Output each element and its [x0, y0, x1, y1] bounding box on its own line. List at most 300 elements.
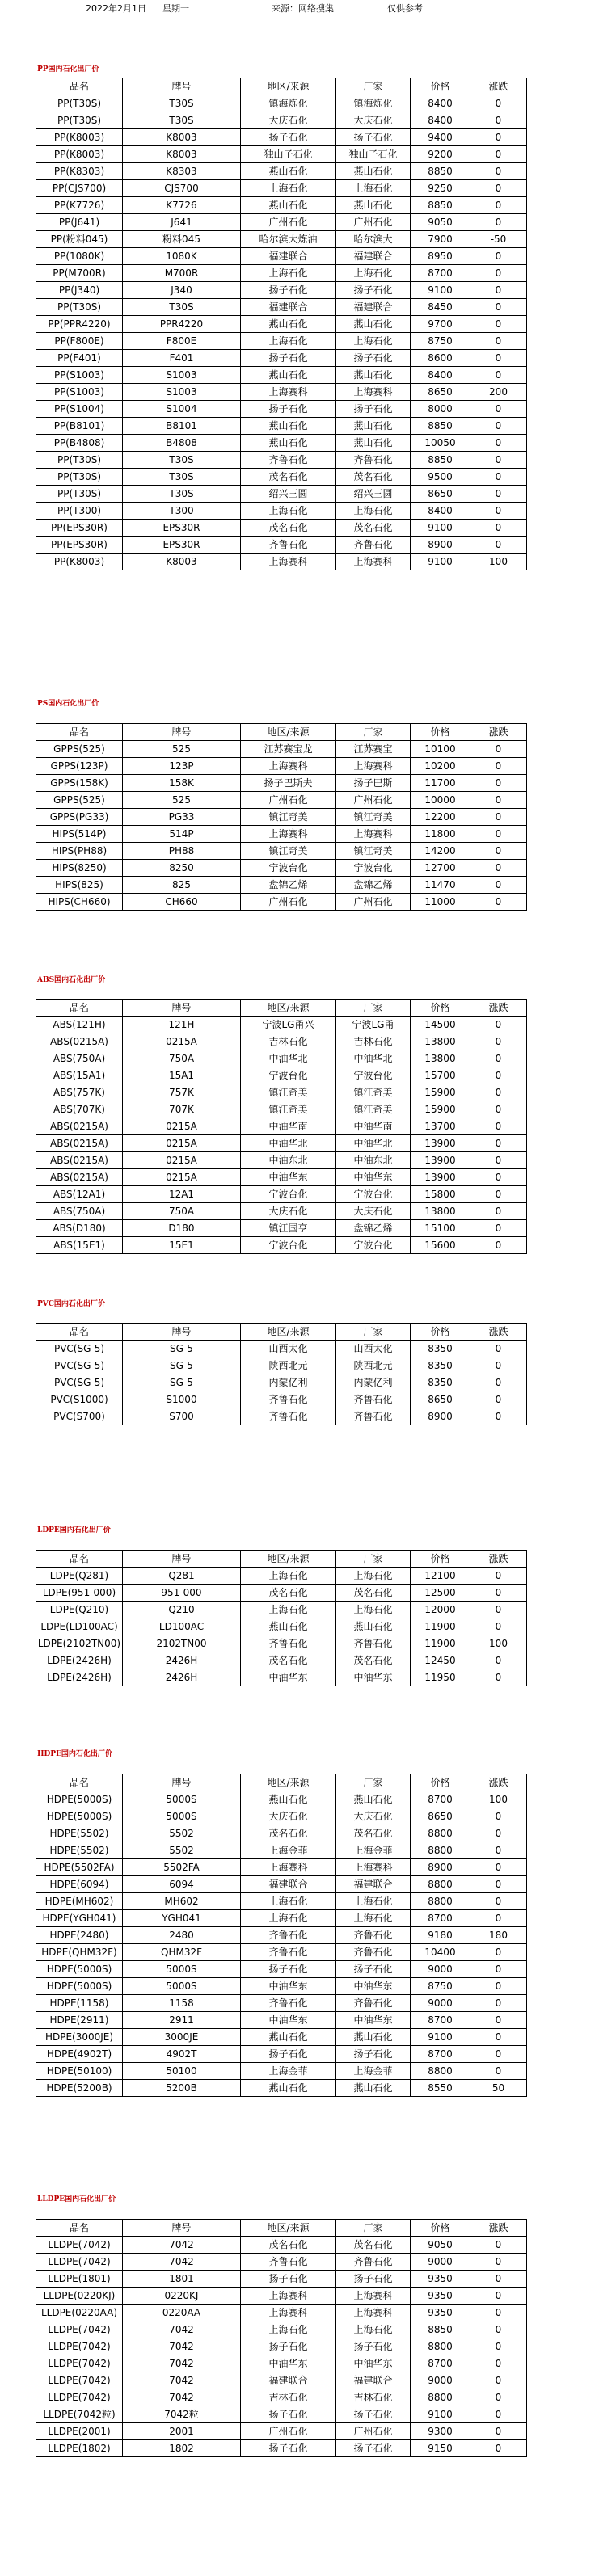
change-cell: 0 — [470, 2288, 527, 2305]
table-row — [36, 1808, 527, 1825]
manufacturer-cell: 茂名石化 — [336, 469, 411, 486]
product-name-cell: PP(S1004) — [36, 401, 123, 418]
manufacturer-cell: 上海赛科 — [336, 2288, 411, 2305]
product-name-cell: PVC(SG-5) — [36, 1357, 123, 1374]
change-cell: 0 — [470, 1169, 527, 1186]
price-cell: 8650 — [411, 1808, 470, 1825]
region-source-cell: 镇江奇美 — [241, 1084, 336, 1101]
table-row — [36, 1652, 527, 1669]
product-name-cell: HDPE(2480) — [36, 1927, 123, 1944]
product-name-cell: PP(K7726) — [36, 197, 123, 214]
column-header-product-name: 品名 — [36, 1324, 123, 1341]
manufacturer-cell: 燕山石化 — [336, 1618, 411, 1635]
product-name-cell: ABS(15E1) — [36, 1237, 123, 1254]
price-cell: 9000 — [411, 1995, 470, 2012]
column-header-price: 价格 — [411, 2220, 470, 2237]
manufacturer-cell: 扬子石化 — [336, 2406, 411, 2423]
manufacturer-cell: 茂名石化 — [336, 1585, 411, 1602]
manufacturer-cell: 齐鲁石化 — [336, 1391, 411, 1408]
product-name-cell: PP(T30S) — [36, 95, 123, 112]
price-cell: 8750 — [411, 333, 470, 350]
product-name-cell: PP(K8003) — [36, 129, 123, 146]
grade-cell: 5000S — [123, 1961, 241, 1978]
product-name-cell: HDPE(QHM32F) — [36, 1944, 123, 1961]
product-name-cell: HDPE(5502FA) — [36, 1859, 123, 1876]
change-cell: 0 — [470, 163, 527, 180]
price-cell: 8850 — [411, 197, 470, 214]
source-note: 来源：网络搜集 — [272, 3, 334, 14]
region-source-cell: 宁波台化 — [241, 860, 336, 877]
table-row — [36, 1618, 527, 1635]
price-cell: 9000 — [411, 2372, 470, 2389]
manufacturer-cell: 宁波台化 — [336, 1186, 411, 1203]
region-source-cell: 上海赛科 — [241, 758, 336, 775]
price-cell: 8400 — [411, 503, 470, 520]
region-source-cell: 镇江国亨 — [241, 1220, 336, 1237]
change-cell: 0 — [470, 2389, 527, 2406]
change-cell: 0 — [470, 877, 527, 894]
grade-cell: LD100AC — [123, 1618, 241, 1635]
grade-cell: 7042 — [123, 2237, 241, 2254]
change-cell: 0 — [470, 1017, 527, 1033]
table-row — [36, 1084, 527, 1101]
grade-cell: 5000S — [123, 1808, 241, 1825]
table-row — [36, 1961, 527, 1978]
manufacturer-cell: 大庆石化 — [336, 1808, 411, 1825]
price-cell: 8800 — [411, 1825, 470, 1842]
region-source-cell: 上海金菲 — [241, 1842, 336, 1859]
grade-cell: 750A — [123, 1050, 241, 1067]
region-source-cell: 中油华东 — [241, 2012, 336, 2029]
table-row — [36, 894, 527, 911]
table-row — [36, 265, 527, 282]
price-cell: 15900 — [411, 1084, 470, 1101]
manufacturer-cell: 燕山石化 — [336, 197, 411, 214]
grade-cell: SG-5 — [123, 1341, 241, 1357]
manufacturer-cell: 福建联合 — [336, 1876, 411, 1893]
abs-price-table — [36, 999, 527, 1254]
table-row — [36, 1067, 527, 1084]
grade-cell: 5200B — [123, 2080, 241, 2097]
price-cell: 11900 — [411, 1635, 470, 1652]
table-row — [36, 384, 527, 401]
column-header-region-source: 地区/来源 — [241, 78, 336, 95]
grade-cell: B4808 — [123, 435, 241, 452]
price-cell: 8800 — [411, 2338, 470, 2355]
change-cell: 50 — [470, 2080, 527, 2097]
price-cell: 13800 — [411, 1050, 470, 1067]
region-source-cell: 上海石化 — [241, 333, 336, 350]
grade-cell: 2426H — [123, 1669, 241, 1686]
region-source-cell: 燕山石化 — [241, 163, 336, 180]
region-source-cell: 中油东北 — [241, 1152, 336, 1169]
table-row — [36, 537, 527, 554]
product-name-cell: ABS(D180) — [36, 1220, 123, 1237]
product-name-cell: LLDPE(2001) — [36, 2423, 123, 2440]
price-cell: 7900 — [411, 231, 470, 248]
table-row — [36, 1635, 527, 1652]
manufacturer-cell: 上海石化 — [336, 333, 411, 350]
grade-cell: EPS30R — [123, 537, 241, 554]
region-source-cell: 茂名石化 — [241, 1585, 336, 1602]
table-row — [36, 333, 527, 350]
region-source-cell: 福建联合 — [241, 299, 336, 316]
change-cell: 0 — [470, 2237, 527, 2254]
region-source-cell: 燕山石化 — [241, 316, 336, 333]
table-row — [36, 112, 527, 129]
grade-cell: 951-000 — [123, 1585, 241, 1602]
manufacturer-cell: 扬子石化 — [336, 401, 411, 418]
manufacturer-cell: 福建联合 — [336, 299, 411, 316]
grade-cell: 0215A — [123, 1118, 241, 1135]
grade-cell: CH660 — [123, 894, 241, 911]
table-row — [36, 435, 527, 452]
table-row — [36, 146, 527, 163]
column-header-region-source: 地区/来源 — [241, 1324, 336, 1341]
manufacturer-cell: 山西太化 — [336, 1341, 411, 1357]
price-cell: 9000 — [411, 2254, 470, 2271]
column-header-grade: 牌号 — [123, 2220, 241, 2237]
price-cell: 15800 — [411, 1186, 470, 1203]
column-header-region-source: 地区/来源 — [241, 1000, 336, 1017]
price-cell: 12100 — [411, 1568, 470, 1585]
grade-cell: 5000S — [123, 1978, 241, 1995]
price-cell: 8950 — [411, 248, 470, 265]
region-source-cell: 上海石化 — [241, 1910, 336, 1927]
price-cell: 8700 — [411, 2355, 470, 2372]
region-source-cell: 上海赛科 — [241, 554, 336, 570]
manufacturer-cell: 吉林石化 — [336, 1033, 411, 1050]
manufacturer-cell: 中油东北 — [336, 1152, 411, 1169]
change-cell: 0 — [470, 1391, 527, 1408]
table-header-row — [36, 1551, 527, 1568]
grade-cell: 2102TN00 — [123, 1635, 241, 1652]
change-cell: 0 — [470, 1910, 527, 1927]
change-cell: 0 — [470, 265, 527, 282]
manufacturer-cell: 上海赛科 — [336, 384, 411, 401]
price-cell: 9150 — [411, 2440, 470, 2457]
manufacturer-cell: 吉林石化 — [336, 2389, 411, 2406]
table-row — [36, 2440, 527, 2457]
grade-cell: 2426H — [123, 1652, 241, 1669]
price-cell: 9250 — [411, 180, 470, 197]
product-name-cell: HDPE(1158) — [36, 1995, 123, 2012]
price-cell: 14200 — [411, 843, 470, 860]
price-cell: 13900 — [411, 1135, 470, 1152]
product-name-cell: GPPS(158K) — [36, 775, 123, 792]
grade-cell: 158K — [123, 775, 241, 792]
price-cell: 8600 — [411, 350, 470, 367]
product-name-cell: PP(K8003) — [36, 146, 123, 163]
grade-cell: 7042 — [123, 2321, 241, 2338]
table-header-row — [36, 2220, 527, 2237]
product-name-cell: ABS(121H) — [36, 1017, 123, 1033]
product-name-cell: PP(J641) — [36, 214, 123, 231]
region-source-cell: 燕山石化 — [241, 197, 336, 214]
manufacturer-cell: 燕山石化 — [336, 2029, 411, 2046]
column-header-grade: 牌号 — [123, 1551, 241, 1568]
product-name-cell: LDPE(Q210) — [36, 1602, 123, 1618]
report-weekday: 星期一 — [162, 3, 189, 14]
region-source-cell: 扬子石化 — [241, 1961, 336, 1978]
product-name-cell: HIPS(PH88) — [36, 843, 123, 860]
change-cell: 0 — [470, 1602, 527, 1618]
table-header-row — [36, 724, 527, 741]
grade-cell: 750A — [123, 1203, 241, 1220]
price-cell: 8750 — [411, 1978, 470, 1995]
region-source-cell: 上海石化 — [241, 1602, 336, 1618]
grade-cell: J340 — [123, 282, 241, 299]
change-cell: 200 — [470, 384, 527, 401]
column-header-change: 涨跌 — [470, 1324, 527, 1341]
table-row — [36, 129, 527, 146]
change-cell: 0 — [470, 1135, 527, 1152]
table-row — [36, 1842, 527, 1859]
change-cell: 0 — [470, 418, 527, 435]
change-cell: 0 — [470, 1944, 527, 1961]
change-cell: 0 — [470, 1101, 527, 1118]
column-header-grade: 牌号 — [123, 78, 241, 95]
manufacturer-cell: 中油华东 — [336, 2355, 411, 2372]
region-source-cell: 茂名石化 — [241, 1825, 336, 1842]
price-cell: 10400 — [411, 1944, 470, 1961]
manufacturer-cell: 燕山石化 — [336, 367, 411, 384]
price-cell: 13800 — [411, 1203, 470, 1220]
change-cell: 0 — [470, 1893, 527, 1910]
table-row — [36, 316, 527, 333]
column-header-grade: 牌号 — [123, 1774, 241, 1791]
product-name-cell: LDPE(2102TN00) — [36, 1635, 123, 1652]
table-row — [36, 503, 527, 520]
price-cell: 8800 — [411, 1876, 470, 1893]
table-row — [36, 2029, 527, 2046]
price-cell: 15600 — [411, 1237, 470, 1254]
change-cell: 0 — [470, 894, 527, 911]
grade-cell: 707K — [123, 1101, 241, 1118]
table-row — [36, 1859, 527, 1876]
price-cell: 8550 — [411, 2080, 470, 2097]
product-name-cell: LDPE(Q281) — [36, 1568, 123, 1585]
region-source-cell: 上海赛科 — [241, 2288, 336, 2305]
grade-cell: 0215A — [123, 1169, 241, 1186]
table-row — [36, 1408, 527, 1425]
change-cell: 0 — [470, 1652, 527, 1669]
change-cell: 0 — [470, 1237, 527, 1254]
grade-cell: 0215A — [123, 1135, 241, 1152]
price-cell: 8800 — [411, 1893, 470, 1910]
price-cell: 9000 — [411, 1961, 470, 1978]
change-cell: 0 — [470, 2423, 527, 2440]
product-name-cell: PP(T30S) — [36, 299, 123, 316]
change-cell: 0 — [470, 1961, 527, 1978]
region-source-cell: 福建联合 — [241, 1876, 336, 1893]
product-name-cell: ABS(0215A) — [36, 1169, 123, 1186]
table-row — [36, 1568, 527, 1585]
manufacturer-cell: 内蒙亿利 — [336, 1374, 411, 1391]
table-row — [36, 2271, 527, 2288]
price-cell: 9350 — [411, 2288, 470, 2305]
price-cell: 12700 — [411, 860, 470, 877]
report-date: 2022年2月1日 — [86, 3, 146, 14]
price-cell: 9100 — [411, 520, 470, 537]
region-source-cell: 中油华北 — [241, 1050, 336, 1067]
change-cell: 0 — [470, 1186, 527, 1203]
product-name-cell: PP(EPS30R) — [36, 537, 123, 554]
manufacturer-cell: 广州石化 — [336, 2423, 411, 2440]
product-name-cell: PP(T30S) — [36, 486, 123, 503]
product-name-cell: HDPE(5000S) — [36, 1791, 123, 1808]
column-header-price: 价格 — [411, 1000, 470, 1017]
price-cell: 8350 — [411, 1341, 470, 1357]
product-name-cell: ABS(0215A) — [36, 1118, 123, 1135]
change-cell: 0 — [470, 503, 527, 520]
product-name-cell: ABS(0215A) — [36, 1135, 123, 1152]
column-header-product-name: 品名 — [36, 1000, 123, 1017]
table-row — [36, 1893, 527, 1910]
product-name-cell: PP(F800E) — [36, 333, 123, 350]
region-source-cell: 镇江奇美 — [241, 809, 336, 826]
region-source-cell: 齐鲁石化 — [241, 1944, 336, 1961]
grade-cell: 2911 — [123, 2012, 241, 2029]
grade-cell: 50100 — [123, 2063, 241, 2080]
price-cell: 8650 — [411, 486, 470, 503]
price-cell: 8450 — [411, 299, 470, 316]
grade-cell: 2001 — [123, 2423, 241, 2440]
table-row — [36, 197, 527, 214]
table-row — [36, 214, 527, 231]
region-source-cell: 齐鲁石化 — [241, 537, 336, 554]
change-cell: 0 — [470, 1859, 527, 1876]
column-header-region-source: 地区/来源 — [241, 2220, 336, 2237]
product-name-cell: PP(M700R) — [36, 265, 123, 282]
price-cell: 8800 — [411, 1842, 470, 1859]
table-row — [36, 1374, 527, 1391]
region-source-cell: 中油华东 — [241, 1669, 336, 1686]
table-row — [36, 469, 527, 486]
product-name-cell: ABS(757K) — [36, 1084, 123, 1101]
table-row — [36, 2338, 527, 2355]
region-source-cell: 齐鲁石化 — [241, 1635, 336, 1652]
change-cell: 0 — [470, 2305, 527, 2321]
change-cell: 0 — [470, 537, 527, 554]
grade-cell: 7042粒 — [123, 2406, 241, 2423]
change-cell: 0 — [470, 2271, 527, 2288]
manufacturer-cell: 镇江奇美 — [336, 843, 411, 860]
column-header-change: 涨跌 — [470, 2220, 527, 2237]
price-cell: 12200 — [411, 809, 470, 826]
grade-cell: 7042 — [123, 2254, 241, 2271]
table-row — [36, 809, 527, 826]
grade-cell: 1802 — [123, 2440, 241, 2457]
grade-cell: 525 — [123, 792, 241, 809]
change-cell: 0 — [470, 1669, 527, 1686]
change-cell: 0 — [470, 1585, 527, 1602]
region-source-cell: 燕山石化 — [241, 367, 336, 384]
product-name-cell: HIPS(8250) — [36, 860, 123, 877]
grade-cell: 7042 — [123, 2338, 241, 2355]
region-source-cell: 吉林石化 — [241, 2389, 336, 2406]
grade-cell: K8003 — [123, 129, 241, 146]
change-cell: 0 — [470, 775, 527, 792]
manufacturer-cell: 上海赛科 — [336, 1859, 411, 1876]
price-cell: 8350 — [411, 1374, 470, 1391]
product-name-cell: HDPE(YGH041) — [36, 1910, 123, 1927]
price-cell: 9050 — [411, 214, 470, 231]
product-name-cell: LLDPE(0220AA) — [36, 2305, 123, 2321]
change-cell: 0 — [470, 435, 527, 452]
price-cell: 8700 — [411, 1910, 470, 1927]
change-cell: 100 — [470, 554, 527, 570]
grade-cell: F800E — [123, 333, 241, 350]
region-source-cell: 中油华东 — [241, 2355, 336, 2372]
manufacturer-cell: 上海石化 — [336, 1910, 411, 1927]
table-row — [36, 741, 527, 758]
price-cell: 9400 — [411, 129, 470, 146]
region-source-cell: 福建联合 — [241, 248, 336, 265]
grade-cell: PG33 — [123, 809, 241, 826]
price-cell: 11000 — [411, 894, 470, 911]
manufacturer-cell: 扬子石化 — [336, 2338, 411, 2355]
price-cell: 13900 — [411, 1169, 470, 1186]
region-source-cell: 大庆石化 — [241, 1808, 336, 1825]
price-cell: 15900 — [411, 1101, 470, 1118]
product-name-cell: PP(T300) — [36, 503, 123, 520]
price-cell: 13900 — [411, 1152, 470, 1169]
product-name-cell: LDPE(LD100AC) — [36, 1618, 123, 1635]
grade-cell: 2480 — [123, 1927, 241, 1944]
region-source-cell: 上海赛科 — [241, 826, 336, 843]
region-source-cell: 绍兴三圆 — [241, 486, 336, 503]
change-cell: 0 — [470, 1084, 527, 1101]
disclaimer-note: 仅供参考 — [387, 3, 423, 14]
manufacturer-cell: 上海金菲 — [336, 2063, 411, 2080]
manufacturer-cell: 茂名石化 — [336, 1825, 411, 1842]
price-cell: 10200 — [411, 758, 470, 775]
manufacturer-cell: 扬子石化 — [336, 350, 411, 367]
price-cell: 8700 — [411, 2012, 470, 2029]
table-row — [36, 1585, 527, 1602]
manufacturer-cell: 镇江奇美 — [336, 1101, 411, 1118]
grade-cell: B8101 — [123, 418, 241, 435]
table-row — [36, 775, 527, 792]
column-header-manufacturer: 厂家 — [336, 2220, 411, 2237]
product-name-cell: ABS(750A) — [36, 1050, 123, 1067]
price-cell: 11700 — [411, 775, 470, 792]
grade-cell: 15E1 — [123, 1237, 241, 1254]
product-name-cell: HDPE(5502) — [36, 1825, 123, 1842]
grade-cell: CJS700 — [123, 180, 241, 197]
product-name-cell: HDPE(5000S) — [36, 1961, 123, 1978]
change-cell: 0 — [470, 860, 527, 877]
product-name-cell: PP(B8101) — [36, 418, 123, 435]
table-row — [36, 2080, 527, 2097]
manufacturer-cell: 扬子石化 — [336, 129, 411, 146]
change-cell: 0 — [470, 1808, 527, 1825]
product-name-cell: ABS(0215A) — [36, 1152, 123, 1169]
product-name-cell: PP(粉料045) — [36, 231, 123, 248]
table-header-row — [36, 1324, 527, 1341]
column-header-manufacturer: 厂家 — [336, 1000, 411, 1017]
grade-cell: 514P — [123, 826, 241, 843]
grade-cell: T30S — [123, 452, 241, 469]
manufacturer-cell: 齐鲁石化 — [336, 2254, 411, 2271]
region-source-cell: 镇海炼化 — [241, 95, 336, 112]
product-name-cell: LDPE(2426H) — [36, 1652, 123, 1669]
price-cell: 8850 — [411, 2321, 470, 2338]
grade-cell: 0220AA — [123, 2305, 241, 2321]
region-source-cell: 吉林石化 — [241, 1033, 336, 1050]
table-row — [36, 877, 527, 894]
